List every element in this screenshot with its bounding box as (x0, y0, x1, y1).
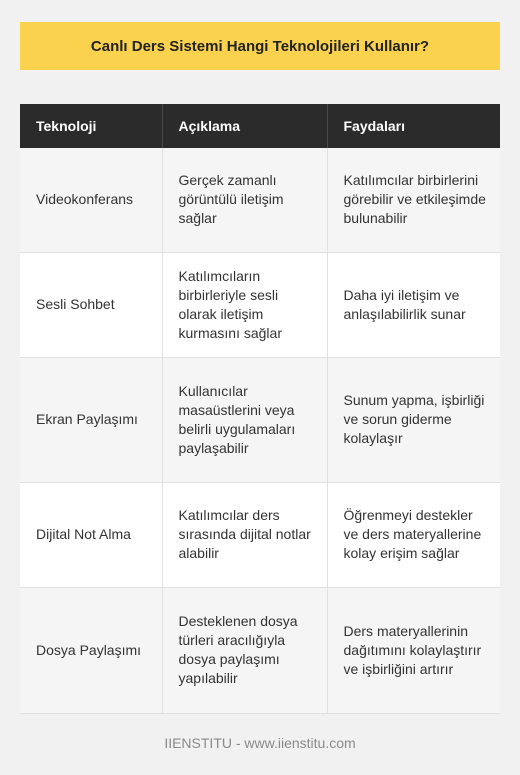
footer-credit: IIENSTITU - www.iienstitu.com (164, 735, 356, 751)
technology-cell: Dijital Not Alma (20, 482, 162, 587)
table-row (20, 357, 500, 482)
table-row (20, 252, 500, 357)
benefits-cell: Ders materyallerinin dağıtımını kolaylaştırır ve işbirliğini artırır (327, 587, 500, 713)
benefits-cell: Daha iyi iletişim ve anlaşılabilirlik sunar (327, 252, 500, 357)
table-row (20, 587, 500, 713)
technology-cell: Ekran Paylaşımı (20, 357, 162, 482)
benefits-cell: Sunum yapma, işbirliği ve sorun giderme kolaylaşır (327, 357, 500, 482)
technology-cell: Sesli Sohbet (20, 252, 162, 357)
page-title: Canlı Ders Sistemi Hangi Teknolojileri Kullanır? (90, 37, 430, 55)
technology-table (20, 104, 500, 714)
description-cell: Gerçek zamanlı görüntülü iletişim sağlar (162, 148, 327, 252)
benefits-cell: Katılımcılar birbirlerini görebilir ve etkileşimde bulunabilir (327, 148, 500, 252)
description-cell: Kullanıcılar masaüstlerini veya belirli uygulamaları paylaşabilir (162, 357, 327, 482)
header-benefits: Faydaları (327, 104, 500, 148)
table-header-row (20, 104, 500, 148)
technology-cell: Dosya Paylaşımı (20, 587, 162, 713)
table-row (20, 148, 500, 252)
header-technology: Teknoloji (20, 104, 162, 148)
title-banner (20, 22, 500, 70)
technology-cell: Videokonferans (20, 148, 162, 252)
benefits-cell: Öğrenmeyi destekler ve ders materyallerine kolay erişim sağlar (327, 482, 500, 587)
header-description: Açıklama (162, 104, 327, 148)
description-cell: Katılımcılar ders sırasında dijital notlar alabilir (162, 482, 327, 587)
table-row (20, 482, 500, 587)
description-cell: Desteklenen dosya türleri aracılığıyla dosya paylaşımı yapılabilir (162, 587, 327, 713)
description-cell: Katılımcıların birbirleriyle sesli olarak iletişim kurmasını sağlar (162, 252, 327, 357)
